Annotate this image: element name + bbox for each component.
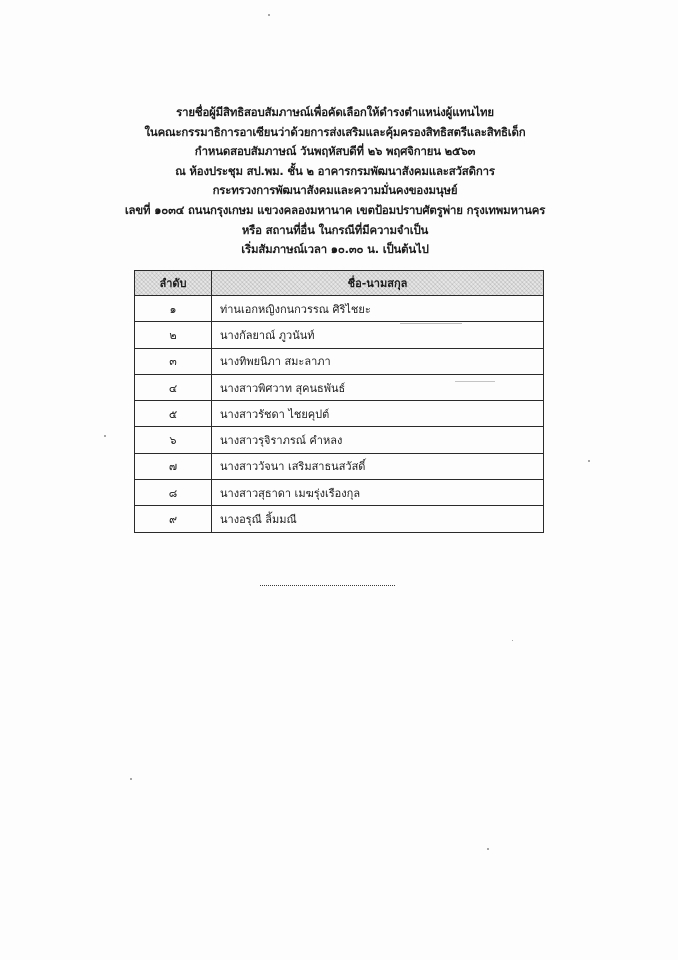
- header-date-line: กำหนดสอบสัมภาษณ์ วันพฤหัสบดีที่ ๒๖ พฤศจิกายน ๒๕๖๓: [194, 144, 476, 159]
- table-row: [135, 453, 544, 479]
- scan-speck: [487, 848, 489, 850]
- row-number: ๒: [135, 322, 212, 348]
- table-row: [135, 348, 544, 374]
- row-name: นางสาวรุจิราภรณ์ คำหลง: [212, 427, 544, 453]
- header-committee-line: ในคณะกรรมาธิการอาเซียนว่าด้วยการส่งเสริมและคุ้มครองสิทธิสตรีและสิทธิเด็ก: [144, 124, 526, 139]
- end-of-list-dotted-line: [260, 585, 395, 586]
- row-name: นางสาวรัชดา ไชยคุปต์: [212, 401, 544, 427]
- scan-speck: [588, 460, 590, 462]
- row-number: ๓: [135, 348, 212, 374]
- table-row: [135, 427, 544, 453]
- table-row: [135, 296, 544, 322]
- scan-speck: [130, 778, 132, 780]
- header-venue-line: ณ ห้องประชุม สป.พม. ชั้น ๒ อาคารกรมพัฒนาสังคมและสวัสดิการ: [175, 163, 495, 178]
- row-name: นางกัลยาณ์ ภูวนันท์: [212, 322, 544, 348]
- header-title-line: รายชื่อผู้มีสิทธิสอบสัมภาษณ์เพื่อคัดเลือกให้ดำรงตำแหน่งผู้แทนไทย: [176, 105, 494, 119]
- table-header-row: [135, 271, 544, 296]
- row-name: นางสาววัจนา เสริมสาธนสวัสดิ์: [212, 453, 544, 479]
- row-name: นางสาวพิศวาท สุคนธพันธ์: [212, 374, 544, 400]
- table-row: [135, 401, 544, 427]
- row-number: ๕: [135, 401, 212, 427]
- row-name: ท่านเอกหญิงกนกวรรณ ศิริไชยะ: [212, 296, 544, 322]
- scan-artifact-line: [400, 323, 462, 324]
- row-name: นางทิพยนิภา สมะลาภา: [212, 348, 544, 374]
- row-number: ๖: [135, 427, 212, 453]
- header-ministry-line: กระทรวงการพัฒนาสังคมและความมั่นคงของมนุษย์: [212, 183, 458, 198]
- row-number: ๑: [135, 296, 212, 322]
- scan-speck: [104, 435, 106, 437]
- row-number: ๔: [135, 374, 212, 400]
- document-header: [100, 103, 570, 260]
- table-row: [135, 374, 544, 400]
- candidate-table: [134, 270, 544, 533]
- row-number: ๙: [135, 506, 212, 532]
- row-name: นางสาวสุธาดา เมฆรุ่งเรืองกุล: [212, 480, 544, 506]
- scan-speck: [268, 14, 270, 16]
- header-start-time-line: เริ่มสัมภาษณ์เวลา ๑๐.๓๐ น. เป็นต้นไป: [241, 242, 429, 257]
- table-row: [135, 322, 544, 348]
- header-alternate-venue-line: หรือ สถานที่อื่น ในกรณีที่มีความจำเป็น: [241, 222, 429, 237]
- scan-artifact-line: [455, 381, 495, 382]
- table-row: [135, 506, 544, 532]
- row-number: ๘: [135, 480, 212, 506]
- header-address-line: เลขที่ ๑๐๓๔ ถนนกรุงเกษม แขวงคลองมหานาค เขตป้อมปราบศัตรูพ่าย กรุงเทพมหานคร: [124, 202, 546, 217]
- row-number: ๗: [135, 453, 212, 479]
- column-header-number: ลำดับ: [135, 271, 212, 296]
- row-name: นางอรุณี ลิ้มมณี: [212, 506, 544, 532]
- table-row: [135, 480, 544, 506]
- column-header-name: ชื่อ-นามสกุล: [212, 271, 544, 296]
- scan-speck: [512, 640, 513, 641]
